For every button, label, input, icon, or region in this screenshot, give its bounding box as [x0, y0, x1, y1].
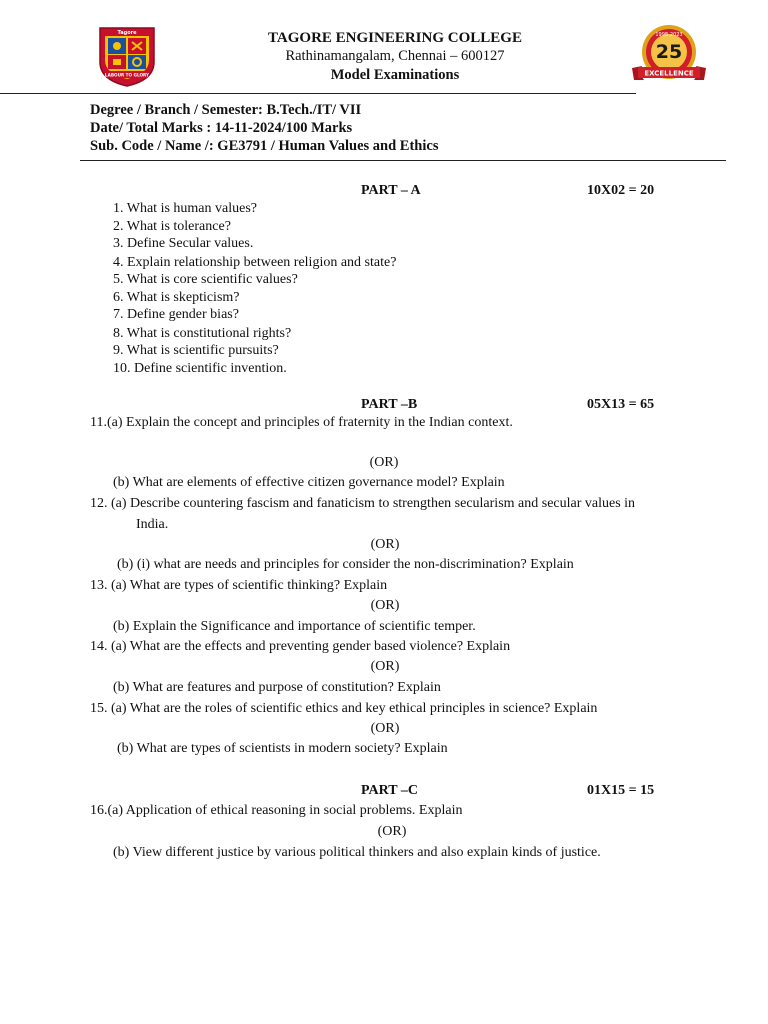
- or-separator: (OR): [369, 455, 399, 470]
- question-15b: (b) What are types of scientists in modern society? Explain: [117, 741, 448, 756]
- date-line: Date/ Total Marks : 14-11-2024/100 Marks: [90, 120, 353, 136]
- question-13a: 13. (a) What are types of scientific thinking? Explain: [90, 578, 388, 593]
- question-11a: 11.(a) Explain the concept and principles of fraternity in the Indian context.: [90, 415, 513, 430]
- question-12b: (b) (i) what are needs and principles for consider the non-discrimination? Explain: [117, 557, 574, 572]
- svg-text:Tagore: Tagore: [117, 30, 137, 36]
- svg-text:1998-2023: 1998-2023: [655, 32, 683, 38]
- list-item: 9. What is scientific pursuits?: [113, 343, 279, 358]
- list-item: 7. Define gender bias?: [113, 307, 239, 322]
- or-separator: (OR): [370, 659, 400, 674]
- question-11b: (b) What are elements of effective citizen governance model? Explain: [113, 475, 505, 490]
- list-item: 5. What is core scientific values?: [113, 272, 298, 287]
- part-a-title: PART – A: [361, 183, 421, 198]
- question-12a: 12. (a) Describe countering fascism and fanaticism to strengthen secularism and secular values in: [90, 496, 636, 511]
- list-item: 1. What is human values?: [113, 201, 257, 216]
- college-name: TAGORE ENGINEERING COLLEGE: [268, 30, 522, 46]
- meta-divider: [80, 160, 726, 161]
- svg-text:EXCELLENCE: EXCELLENCE: [644, 69, 694, 78]
- part-a-marks: 10X02 = 20: [587, 183, 655, 198]
- or-separator: (OR): [377, 824, 407, 839]
- list-item: 8. What is constitutional rights?: [113, 325, 292, 341]
- exam-title: Model Examinations: [330, 67, 460, 83]
- header-divider: [0, 93, 636, 94]
- svg-text:25: 25: [655, 41, 683, 63]
- question-14b: (b) What are features and purpose of constitution? Explain: [113, 680, 441, 695]
- or-separator: (OR): [370, 721, 400, 736]
- part-b-title: PART –B: [361, 397, 418, 412]
- list-item: 3. Define Secular values.: [113, 236, 254, 251]
- part-c-marks: 01X15 = 15: [587, 783, 655, 798]
- question-16a: 16.(a) Application of ethical reasoning in social problems. Explain: [90, 803, 463, 818]
- list-item: 6. What is skepticism?: [113, 289, 240, 305]
- list-item: 10. Define scientific invention.: [113, 360, 287, 376]
- college-address: Rathinamangalam, Chennai – 600127: [285, 48, 505, 64]
- subject-line: Sub. Code / Name /: GE3791 / Human Values and Ethics: [90, 138, 439, 154]
- degree-line: Degree / Branch / Semester: B.Tech./IT/ VII: [90, 102, 362, 118]
- or-separator: (OR): [370, 537, 400, 552]
- question-12a-cont: India.: [136, 517, 169, 532]
- question-15a: 15. (a) What are the roles of scientific ethics and key ethical principles in science? Explain: [90, 701, 598, 716]
- part-b-marks: 05X13 = 65: [587, 397, 655, 412]
- logo-motto: LABOUR TO GLORY: [104, 72, 150, 78]
- list-item: 2. What is tolerance?: [113, 218, 231, 234]
- question-14a: 14. (a) What are the effects and preventing gender based violence? Explain: [90, 639, 511, 654]
- question-13b: (b) Explain the Significance and importance of scientific temper.: [113, 619, 476, 634]
- part-c-title: PART –C: [361, 783, 418, 798]
- list-item: 4. Explain relationship between religion and state?: [113, 254, 397, 270]
- or-separator: (OR): [370, 598, 400, 613]
- question-16b: (b) View different justice by various political thinkers and also explain kinds of justice.: [113, 845, 601, 860]
